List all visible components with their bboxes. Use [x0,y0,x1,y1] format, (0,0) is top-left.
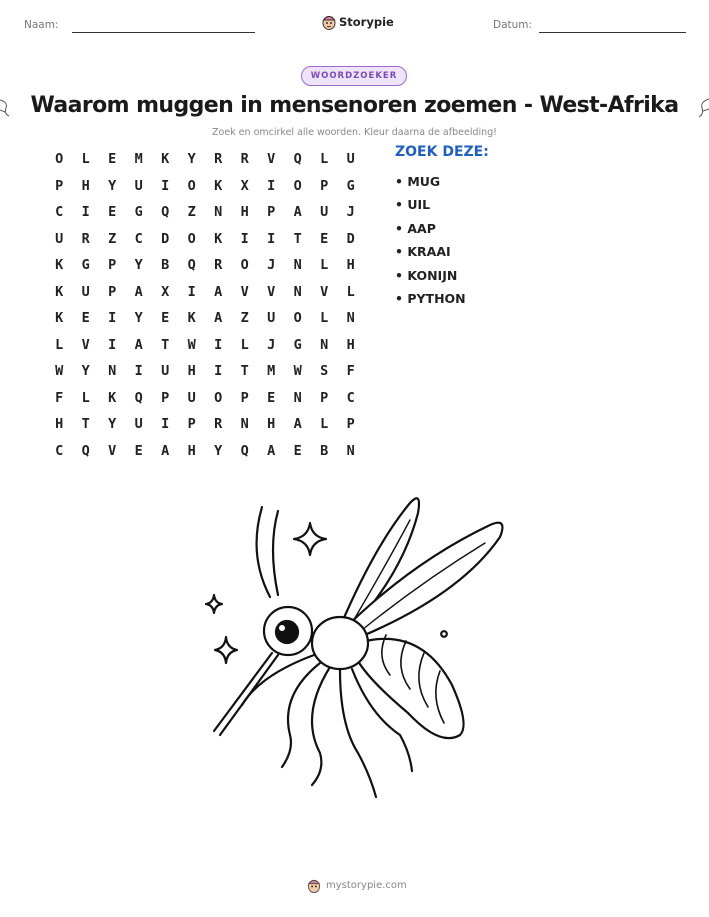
grid-letter[interactable]: P [108,283,117,300]
name-line[interactable] [72,32,255,33]
sparkle-icon [294,523,326,555]
word-item: • MUG [395,174,441,189]
grid-letter[interactable]: U [267,310,276,327]
antenna-right [273,511,278,595]
grid-letter[interactable]: H [81,177,90,194]
grid-letter[interactable]: M [134,151,143,168]
eye [276,621,298,643]
grid-letter[interactable]: I [108,310,117,327]
grid-letter[interactable]: K [214,177,223,194]
grid-letter[interactable]: N [346,442,355,459]
date-line[interactable] [539,32,686,33]
grid-letter[interactable]: P [108,257,117,274]
grid-letter[interactable]: R [240,151,249,168]
storypie-mascot-icon [322,14,336,30]
grid-letter[interactable]: U [346,151,355,168]
grid-letter[interactable]: E [81,310,90,327]
grid-letter[interactable]: T [161,336,170,353]
grid-letter[interactable]: A [214,283,223,300]
grid-letter[interactable]: Q [240,442,249,459]
thorax [312,617,368,669]
word-item: • UIL [395,197,431,213]
storypie-mascot-icon [307,878,321,893]
grid-letter[interactable]: Q [187,257,196,274]
grid-letter[interactable]: O [187,230,196,247]
grid-letter[interactable]: P [240,389,249,406]
date-label: Datum: [493,19,533,31]
grid-letter[interactable]: D [346,230,355,247]
grid-letter[interactable]: N [320,336,329,353]
grid-letter[interactable]: E [320,230,329,247]
grid-letter[interactable]: Y [134,257,143,274]
instructions: Zoek en omcirkel alle woorden. Kleur daarna de afbeelding! [212,127,497,138]
grid-letter[interactable]: W [55,363,64,380]
grid-letter[interactable]: I [134,363,143,380]
grid-letter[interactable]: G [293,336,302,353]
grid-letter[interactable]: N [293,389,302,406]
grid-letter[interactable]: H [55,416,64,433]
grid-letter[interactable]: P [187,416,196,433]
word-item: • AAP [395,220,436,236]
grid-letter[interactable]: K [187,310,196,327]
grid-letter[interactable]: U [134,177,143,194]
grid-letter[interactable]: P [267,204,276,221]
grid-letter[interactable]: N [240,416,249,433]
grid-letter[interactable]: R [214,416,223,433]
grid-letter[interactable]: G [134,204,143,221]
grid-letter[interactable]: C [55,442,64,459]
grid-letter[interactable]: P [55,177,64,194]
word-item: • KRAAI [395,244,451,260]
grid-letter[interactable]: Y [108,177,117,194]
grid-letter[interactable]: C [55,204,64,221]
word-item: • KONIJN [395,267,458,283]
grid-letter[interactable]: I [267,230,276,247]
grid-letter[interactable]: H [240,204,249,221]
grid-letter[interactable]: Y [134,310,143,327]
grid-letter[interactable]: L [320,151,329,168]
name-label: Naam: [24,19,59,31]
grid-letter[interactable]: N [293,283,302,300]
grid-letter[interactable]: E [108,204,117,221]
grid-letter[interactable]: V [320,283,329,300]
grid-letter[interactable]: H [267,416,276,433]
grid-letter[interactable]: L [81,151,90,168]
grid-letter[interactable]: Q [134,389,143,406]
grid-letter[interactable]: K [108,389,117,406]
grid-letter[interactable]: Y [81,363,90,380]
grid-letter[interactable]: I [108,336,117,353]
grid-letter[interactable]: F [55,389,64,406]
grid-letter[interactable]: U [81,283,90,300]
grid-letter[interactable]: H [346,257,355,274]
grid-letter[interactable]: E [161,310,170,327]
grid-letter[interactable]: R [81,230,90,247]
sparkle-icon [215,637,237,663]
grid-letter[interactable]: A [293,204,302,221]
grid-letter[interactable]: O [293,310,302,327]
footer [307,878,407,893]
word-item: • PYTHON [395,290,466,306]
grid-letter[interactable]: G [346,177,355,194]
grid-letter[interactable]: Q [161,204,170,221]
grid-letter[interactable]: Y [214,442,223,459]
grid-letter[interactable]: O [214,389,223,406]
grid-letter[interactable]: I [161,177,170,194]
grid-letter[interactable]: N [346,310,355,327]
grid-letter[interactable]: A [214,310,223,327]
grid-letter[interactable]: O [55,151,64,168]
logo-text: Storypie [339,15,394,29]
sparkle-icon [206,595,222,613]
grid-letter[interactable]: O [187,177,196,194]
grid-letter[interactable]: U [161,363,170,380]
grid-letter[interactable]: P [161,389,170,406]
worksheet-type-badge: WOORDZOEKER [301,66,407,86]
grid-letter[interactable]: L [81,389,90,406]
grid-letter[interactable]: H [346,336,355,353]
grid-letter[interactable]: A [134,283,143,300]
page-title: Waarom muggen in mensenoren zoemen - West-Afrika [30,93,679,118]
grid-letter[interactable]: E [134,442,143,459]
grid-letter[interactable]: K [161,151,170,168]
grid-letter[interactable]: Q [81,442,90,459]
grid-letter[interactable]: J [346,204,355,221]
abdomen [358,639,464,738]
grid-letter[interactable]: N [108,363,117,380]
grid-letter[interactable]: V [267,283,276,300]
grid-letter[interactable]: P [320,389,329,406]
grid-letter[interactable]: I [187,283,196,300]
grid-letter[interactable]: F [346,363,355,380]
grid-letter[interactable]: P [320,177,329,194]
grid-letter[interactable]: U [134,416,143,433]
grid-letter[interactable]: C [134,230,143,247]
word-list-heading: ZOEK DEZE: [395,144,489,160]
grid-letter[interactable]: U [187,389,196,406]
antenna-left [257,507,270,597]
grid-letter[interactable]: K [55,283,64,300]
grid-letter[interactable]: J [267,257,276,274]
grid-letter[interactable]: L [320,416,329,433]
grid-letter[interactable]: A [293,416,302,433]
grid-letter[interactable]: L [320,257,329,274]
grid-letter[interactable]: H [187,442,196,459]
grid-letter[interactable]: A [134,336,143,353]
grid-letter[interactable]: O [240,257,249,274]
grid-letter[interactable]: N [293,257,302,274]
mosquito-illustration[interactable] [190,485,520,805]
grid-letter[interactable]: B [161,257,170,274]
grid-letter[interactable]: G [81,257,90,274]
word-list [395,144,489,310]
grid-letter[interactable]: V [240,283,249,300]
grid-letter[interactable]: T [293,230,302,247]
grid-letter[interactable]: E [108,151,117,168]
grid-letter[interactable]: U [320,204,329,221]
grid-letter[interactable]: K [55,257,64,274]
grid-letter[interactable]: U [55,230,64,247]
grid-letter[interactable]: K [214,230,223,247]
grid-letter[interactable]: Z [240,310,249,327]
dot-icon [441,631,447,637]
grid-letter[interactable]: A [267,442,276,459]
grid-letter[interactable]: K [55,310,64,327]
grid-letter[interactable]: E [267,389,276,406]
grid-letter[interactable]: T [240,363,249,380]
grid-letter[interactable]: I [214,363,223,380]
footer-url: mystorypie.com [326,880,407,891]
grid-letter[interactable]: W [293,363,302,380]
grid-letter[interactable]: Y [187,151,196,168]
word-search-grid[interactable] [46,146,364,464]
grid-letter[interactable]: O [293,177,302,194]
storypie-logo [322,14,394,30]
grid-letter[interactable]: Y [108,416,117,433]
grid-letter[interactable]: T [81,416,90,433]
grid-letter[interactable]: Z [187,204,196,221]
grid-letter[interactable]: L [320,310,329,327]
grid-letter[interactable]: H [187,363,196,380]
grid-letter[interactable]: X [240,177,249,194]
grid-letter[interactable]: L [240,336,249,353]
grid-letter[interactable]: C [346,389,355,406]
grid-letter[interactable]: I [161,416,170,433]
grid-letter[interactable]: V [267,151,276,168]
grid-letter[interactable]: V [81,336,90,353]
grid-letter[interactable]: X [161,283,170,300]
grid-letter[interactable]: E [293,442,302,459]
grid-letter[interactable]: L [55,336,64,353]
grid-letter[interactable]: A [161,442,170,459]
grid-letter[interactable]: M [267,363,276,380]
grid-letter[interactable]: R [214,151,223,168]
grid-letter[interactable]: Q [293,151,302,168]
grid-letter[interactable]: P [346,416,355,433]
grid-letter[interactable]: B [320,442,329,459]
grid-letter[interactable]: R [214,257,223,274]
grid-letter[interactable]: L [346,283,355,300]
grid-letter[interactable]: S [320,363,329,380]
grid-letter[interactable]: Z [108,230,117,247]
grid-letter[interactable]: I [267,177,276,194]
grid-letter[interactable]: I [81,204,90,221]
proboscis [214,653,272,731]
grid-letter[interactable]: W [187,336,196,353]
grid-letter[interactable]: N [214,204,223,221]
grid-letter[interactable]: I [214,336,223,353]
grid-letter[interactable]: I [240,230,249,247]
grid-letter[interactable]: J [267,336,276,353]
grid-letter[interactable]: V [108,442,117,459]
grid-letter[interactable]: D [161,230,170,247]
